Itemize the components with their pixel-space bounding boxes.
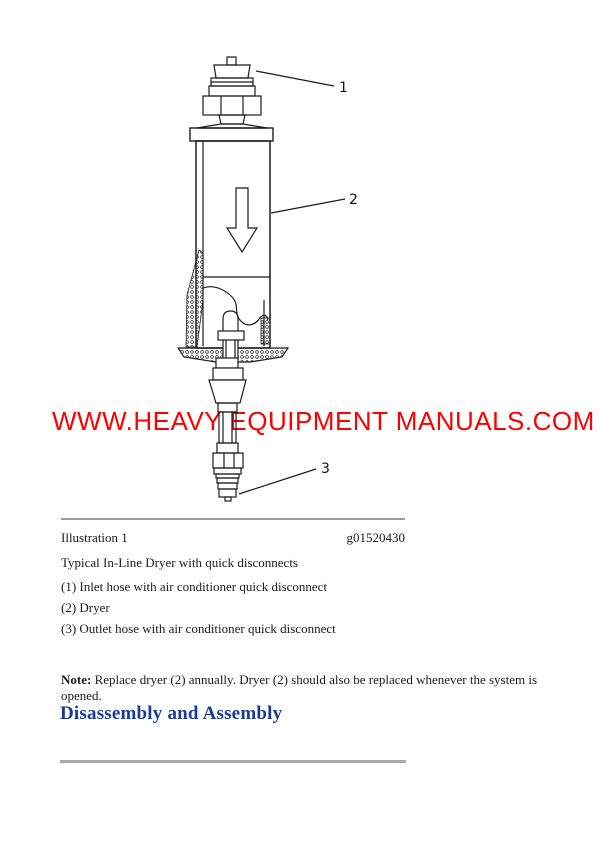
note-text: Replace dryer (2) annually. Dryer (2) should also be replaced whenever the system is opened. — [61, 672, 538, 703]
illustration-id: g01520430 — [346, 530, 405, 545]
illustration-caption-row — [61, 530, 405, 546]
section-bottom-rule — [60, 760, 406, 763]
note-label: Note: — [61, 672, 92, 687]
callout-2: 2 — [349, 192, 358, 208]
leader-line-2 — [271, 199, 345, 213]
section-heading: Disassembly and Assembly — [60, 703, 283, 724]
legend-item-2: (2) Dryer — [61, 600, 110, 615]
callout-1: 1 — [339, 80, 348, 96]
legend-item-3: (3) Outlet hose with air conditioner quick disconnect — [61, 621, 336, 636]
dryer-line-art — [178, 57, 345, 501]
illustration-title: Illustration 1 — [61, 530, 128, 545]
outlet-quick-disconnect — [209, 358, 246, 501]
leader-line-1 — [256, 71, 334, 86]
flow-arrow — [227, 188, 257, 252]
note-paragraph — [61, 672, 573, 703]
leader-line-3 — [239, 469, 316, 494]
legend-item-1: (1) Inlet hose with air conditioner quick disconnect — [61, 579, 328, 594]
watermark-text: WWW.HEAVY EQUIPMENT MANUALS.COM — [52, 406, 595, 436]
dryer-body — [178, 128, 288, 362]
illustration-description: Typical In-Line Dryer with quick disconnects — [61, 555, 298, 570]
inlet-quick-disconnect — [197, 57, 267, 128]
callout-3: 3 — [321, 461, 330, 477]
